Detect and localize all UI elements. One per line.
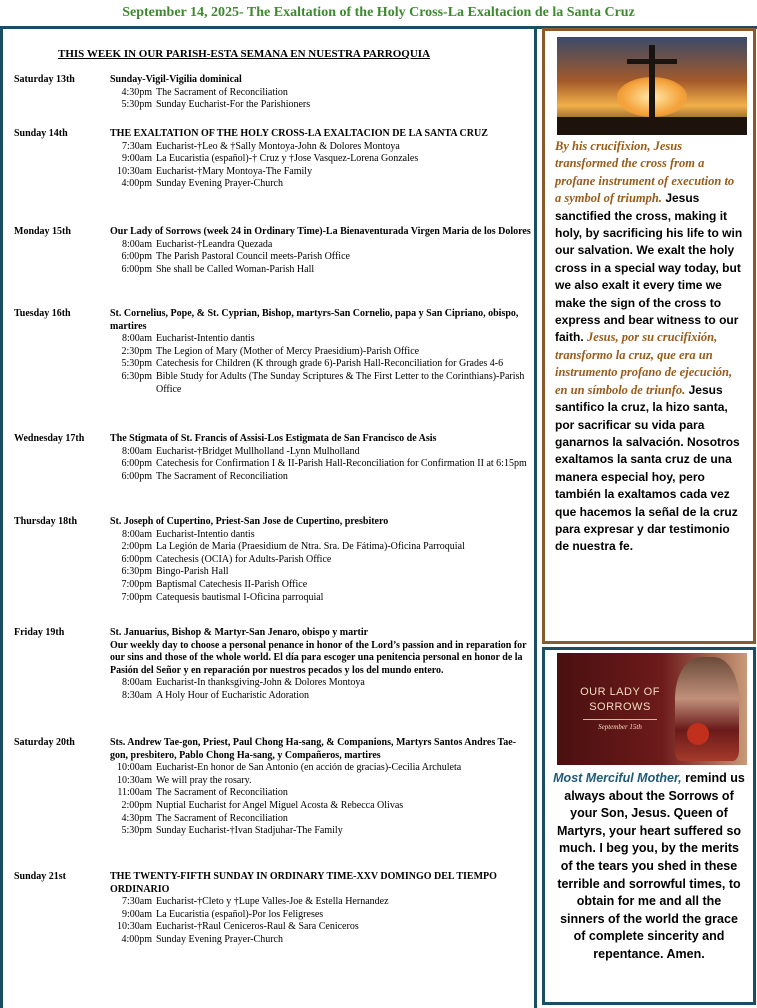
event-time: 7:30am — [122, 140, 152, 152]
event-row — [110, 239, 534, 252]
event-row — [110, 529, 534, 542]
event-description: Bingo-Parish Hall — [156, 566, 229, 578]
event-time: 8:00am — [122, 677, 152, 689]
event-list — [110, 677, 534, 702]
event-time: 10:30am — [117, 165, 152, 177]
event-description: Eucharist-Intentio dantis — [156, 528, 255, 540]
event-description: Sunday Eucharist-†Ivan Stadjuhar-The Family — [156, 825, 343, 837]
image-title: OUR LADY OF SORROWS — [580, 686, 660, 713]
event-time: 6:00pm — [121, 251, 152, 263]
day-name: Sunday 21st — [14, 871, 66, 882]
event-row — [110, 554, 534, 567]
event-time: 5:30pm — [121, 825, 152, 837]
event-row — [110, 153, 534, 166]
event-time: 8:00am — [122, 528, 152, 540]
event-time: 2:00pm — [121, 541, 152, 553]
event-description: Eucharist-In thanksgiving-John & Dolores Montoya — [156, 677, 365, 689]
schedule-day — [14, 226, 534, 276]
day-name: Saturday 20th — [14, 737, 75, 748]
day-name: Thursday 18th — [14, 516, 78, 527]
event-description: Eucharist-†Leo & †Sally Montoya-John & Dolores Montoya — [156, 140, 400, 152]
event-time: 10:00am — [117, 762, 152, 774]
schedule-day — [14, 433, 534, 483]
event-row — [110, 264, 534, 277]
event-description: We will pray the rosary. — [156, 774, 252, 786]
event-list — [110, 87, 534, 112]
event-description: Bible Study for Adults (The Sunday Scriptures & The First Letter to the Corinthians)-Parish Office — [156, 370, 525, 395]
event-description: She shall be Called Woman-Parish Hall — [156, 263, 315, 275]
event-time: 10:30am — [117, 921, 152, 933]
event-description: Sunday Evening Prayer-Church — [156, 933, 283, 945]
bulletin-header: September 14, 2025- The Exaltation of the Holy Cross-La Exaltacion de la Santa Cruz — [122, 5, 635, 20]
schedule-day — [14, 74, 534, 112]
event-time: 2:00pm — [121, 799, 152, 811]
event-time: 6:00pm — [121, 553, 152, 565]
schedule-day — [14, 871, 534, 947]
image-date: September 15th — [598, 723, 642, 731]
crucifix-image — [557, 37, 747, 135]
event-time: 11:00am — [117, 787, 152, 799]
event-row — [110, 934, 534, 947]
event-time: 6:00pm — [121, 263, 152, 275]
event-time: 9:00am — [122, 908, 152, 920]
event-description: Eucharist-†Cleto y †Lupe Valles-Joe & Estella Hernandez — [156, 896, 389, 908]
event-time: 7:00pm — [121, 591, 152, 603]
event-row — [110, 921, 534, 934]
event-row — [110, 592, 534, 605]
event-time: 8:00am — [122, 238, 152, 250]
sorrows-prayer-box — [542, 647, 756, 1005]
day-name: Friday 19th — [14, 627, 65, 638]
event-row — [110, 371, 534, 396]
event-list — [110, 141, 534, 191]
event-description: Nuptial Eucharist for Angel Miguel Acosta & Rebecca Olivas — [156, 799, 404, 811]
event-row — [110, 458, 534, 471]
event-row — [110, 87, 534, 100]
day-note: Our weekly day to choose a personal penance in honor of the Lord’s passion and in reparation for our sins and those of the whole world. El día para escoger una penitencia personal en honor de la Pasión del Señor y en reparación por nuestros pecados y los del mundo entero. — [110, 639, 527, 676]
day-name: Monday 15th — [14, 226, 71, 237]
event-description: Eucharist-†Mary Montoya-The Family — [156, 165, 313, 177]
event-row — [110, 166, 534, 179]
event-time: 6:00pm — [121, 458, 152, 470]
our-lady-of-sorrows-image — [557, 653, 747, 765]
event-row — [110, 541, 534, 554]
reflection-italic-es: Jesus, por su crucifixión, transformo la cruz, que era un instrumento profano de ejecución, en un símbolo de triunfo. — [555, 330, 733, 397]
event-time: 8:00am — [122, 445, 152, 457]
event-row — [110, 471, 534, 484]
event-description: Sunday Evening Prayer-Church — [156, 178, 283, 190]
exaltation-reflection-box — [542, 28, 756, 644]
event-row — [110, 787, 534, 800]
day-name: Wednesday 17th — [14, 433, 85, 444]
day-name: Tuesday 16th — [14, 308, 71, 319]
day-heading: THE EXALTATION OF THE HOLY CROSS-LA EXALTACION DE LA SANTA CRUZ — [110, 128, 488, 139]
event-time: 6:30pm — [121, 370, 152, 382]
reflection-italic-en: By his crucifixion, Jesus transformed the cross from a profane instrument of execution to a symbol of triumph. — [555, 139, 735, 206]
event-time: 10:30am — [117, 774, 152, 786]
event-description: Catequesis bautismal I-Oficina parroquial — [156, 591, 324, 603]
schedule-day — [14, 627, 534, 703]
reflection-text-es: Jesus santifico la cruz, la hizo santa, por sacrificar su vida para ganarnos la salvación. Nosotros exaltamos la santa cruz de una manera especial hoy, pero también la exaltamos cada vez que hacemos la señal de la cruz para expresar y dar testimonio de nuestra fe. — [555, 382, 740, 554]
reflection-text-en: Jesus sanctified the cross, making it holy, by sacrificing his life to win our salvation. We exalt the holy cross in a special way today, but we also exalt it every time we make the sign of the cross to express and bear witness to our faith. — [555, 191, 743, 345]
day-name: Saturday 13th — [14, 74, 75, 85]
schedule-day — [14, 308, 534, 396]
event-time: 2:30pm — [121, 345, 152, 357]
event-description: Eucharist-†Raul Ceniceros-Raul & Sara Ceniceros — [156, 921, 359, 933]
day-heading: Sts. Andrew Tae-gon, Priest, Paul Chong Ha-sang, & Companions, Martyrs Santos Andres Tae-gon, presbitero, Pablo Chong Ha-sang, y Compañeros, martires — [110, 737, 517, 761]
event-description: The Parish Pastoral Council meets-Parish Office — [156, 251, 350, 263]
event-time: 9:00am — [122, 153, 152, 165]
event-row — [110, 333, 534, 346]
event-description: La Eucaristia (español)-Por los Feligreses — [156, 908, 324, 920]
prayer-text: remind us always about the Sorrows of your Son, Jesus. Queen of Martyrs, your heart suffered so much. I beg you, by the merits of the tears you shed in these terrible and sorrowful times, to obtain for me and all the sinners of the world the grace of complete sincerity and repentance. Amen. — [556, 771, 745, 961]
event-time: 8:00am — [122, 333, 152, 345]
event-time: 4:30pm — [121, 812, 152, 824]
day-heading: THE TWENTY-FIFTH SUNDAY IN ORDINARY TIME-XXV DOMINGO DEL TIEMPO ORDINARIO — [110, 871, 497, 895]
event-row — [110, 358, 534, 371]
schedule-day — [14, 737, 534, 838]
event-list — [110, 333, 534, 396]
event-description: A Holy Hour of Eucharistic Adoration — [156, 689, 310, 701]
event-row — [110, 579, 534, 592]
event-row — [110, 178, 534, 191]
schedule-title: THIS WEEK IN OUR PARISH-ESTA SEMANA EN NUESTRA PARROQUIA — [58, 48, 431, 60]
event-row — [110, 141, 534, 154]
event-row — [110, 446, 534, 459]
event-time: 6:30pm — [121, 566, 152, 578]
event-row — [110, 909, 534, 922]
event-description: Baptismal Catechesis II-Parish Office — [156, 578, 308, 590]
event-list — [110, 896, 534, 946]
event-time: 7:30am — [122, 896, 152, 908]
day-name: Sunday 14th — [14, 128, 68, 139]
event-row — [110, 566, 534, 579]
event-row — [110, 813, 534, 826]
event-description: La Eucaristia (español)-† Cruz y †Jose Vasquez-Lorena Gonzales — [156, 153, 419, 165]
event-description: La Legión de Maria (Praesidium de Ntra. Sra. De Fátima)-Oficina Parroquial — [156, 541, 465, 553]
event-description: Eucharist-En honor de San Antonio (en acción de gracias)-Cecilia Archuleta — [156, 762, 462, 774]
day-heading: Our Lady of Sorrows (week 24 in Ordinary Time)-La Bienaventurada Virgen Maria de los Dolores — [110, 226, 531, 237]
day-heading: St. Cornelius, Pope, & St. Cyprian, Bishop, martyrs-San Cornelio, papa y San Cipriano, obispo, martires — [110, 308, 519, 332]
event-time: 5:30pm — [121, 99, 152, 111]
event-row — [110, 251, 534, 264]
event-row — [110, 775, 534, 788]
event-time: 6:00pm — [121, 470, 152, 482]
event-time: 7:00pm — [121, 578, 152, 590]
event-row — [110, 677, 534, 690]
event-list — [110, 762, 534, 838]
sorrows-prayer-text — [553, 770, 745, 964]
event-description: Eucharist-†Bridget Mullholland -Lynn Mulholland — [156, 445, 360, 457]
prayer-italic: Most Merciful Mother, — [553, 771, 682, 785]
event-time: 4:30pm — [121, 86, 152, 98]
event-time: 4:00pm — [121, 933, 152, 945]
event-time: 4:00pm — [121, 178, 152, 190]
exaltation-reflection-text — [555, 138, 743, 556]
event-row — [110, 825, 534, 838]
event-row — [110, 762, 534, 775]
day-heading: St. Januarius, Bishop & Martyr-San Jenaro, obispo y martir — [110, 627, 369, 638]
event-row — [110, 896, 534, 909]
event-description: Catechesis (OCIA) for Adults-Parish Office — [156, 553, 332, 565]
event-list — [110, 529, 534, 605]
event-description: Sunday Eucharist-For the Parishioners — [156, 99, 311, 111]
day-heading: Sunday-Vigil-Vigilia dominical — [110, 74, 242, 85]
event-description: The Sacrament of Reconciliation — [156, 86, 288, 98]
schedule-day — [14, 516, 534, 604]
event-row — [110, 346, 534, 359]
event-description: The Sacrament of Reconciliation — [156, 812, 288, 824]
day-heading: St. Joseph of Cupertino, Priest-San Jose de Cupertino, presbitero — [110, 516, 389, 527]
day-heading: The Stigmata of St. Francis of Assisi-Los Estigmata de San Francisco de Asis — [110, 433, 437, 444]
event-row — [110, 800, 534, 813]
event-description: Eucharist-Intentio dantis — [156, 333, 255, 345]
event-time: 8:30am — [122, 689, 152, 701]
event-description: The Sacrament of Reconciliation — [156, 787, 288, 799]
event-time: 5:30pm — [121, 358, 152, 370]
event-description: The Legion of Mary (Mother of Mercy Praesidium)-Parish Office — [156, 345, 420, 357]
schedule-day — [14, 128, 534, 191]
event-description: Catechesis for Confirmation I & II-Parish Hall-Reconciliation for Confirmation II at 6:15pm — [156, 458, 527, 470]
event-row — [110, 99, 534, 112]
event-description: Eucharist-†Leandra Quezada — [156, 238, 273, 250]
event-description: Catechesis for Children (K through grade 6)-Parish Hall-Reconciliation for Grades 4-6 — [156, 358, 504, 370]
weekly-schedule-panel — [0, 29, 537, 1008]
event-description: The Sacrament of Reconciliation — [156, 470, 288, 482]
event-list — [110, 446, 534, 484]
event-list — [110, 239, 534, 277]
event-row — [110, 690, 534, 703]
